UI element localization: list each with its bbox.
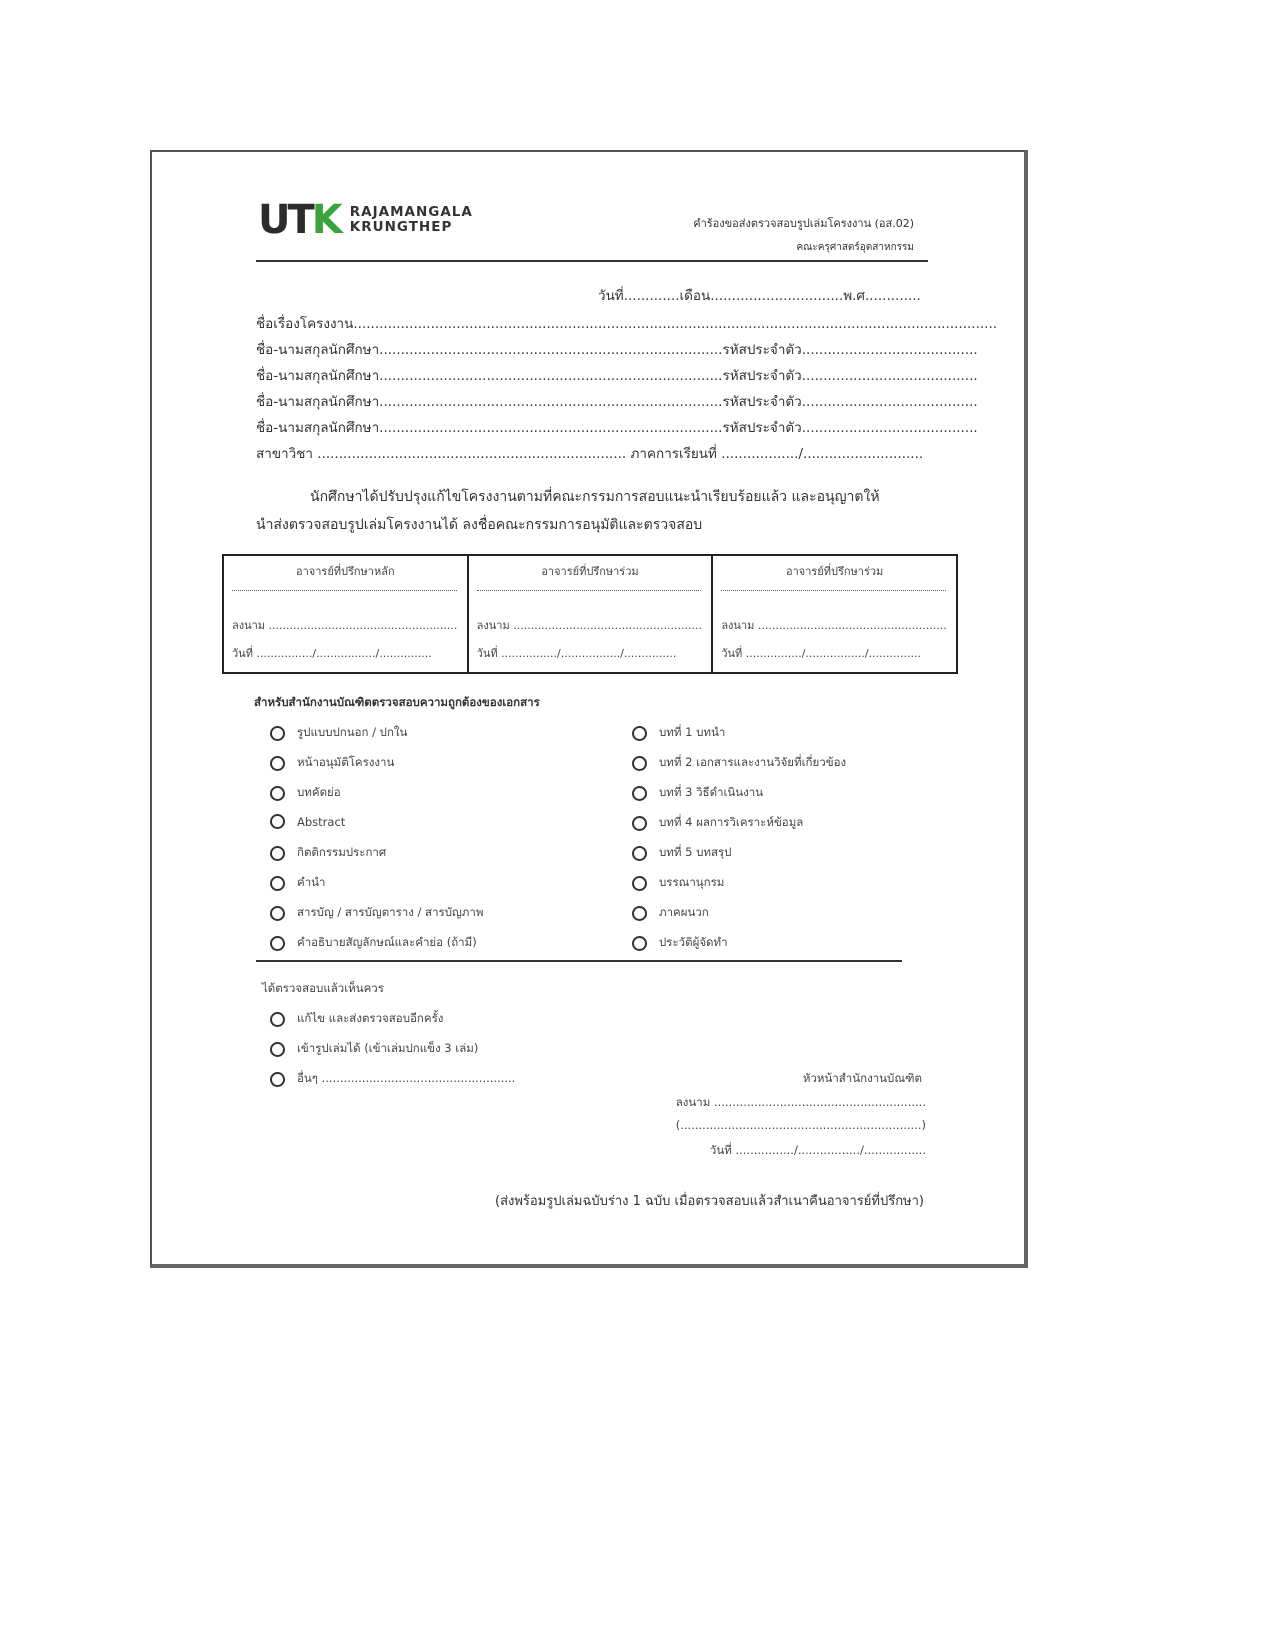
radio-circle-icon[interactable] [632, 906, 647, 921]
signature-date-field[interactable]: วันที่ ................/................./............... [476, 647, 677, 660]
radio-circle-icon[interactable] [270, 936, 285, 951]
checklist-item-label: บทที่ 3 วิธีดำเนินงาน [659, 785, 764, 799]
advisor-role: อาจารย์ที่ปรึกษาร่วม [541, 565, 639, 578]
radio-circle-icon[interactable] [270, 1072, 285, 1087]
head-office-title: หัวหน้าสำนักงานบัณฑิต [802, 1071, 922, 1085]
signature-date-field[interactable]: วันที่ ................/................./............... [232, 647, 432, 660]
logo-mark-left: UT [258, 197, 312, 243]
radio-circle-icon[interactable] [632, 936, 647, 951]
checklist-item-label: รูปแบบปกนอก / ปกใน [297, 725, 408, 739]
section-divider [256, 960, 902, 962]
logo-text-line2: KRUNGTHEP [349, 219, 453, 235]
logo-mark-right: K [311, 197, 340, 243]
checklist-title: สำหรับสำนักงานบัณฑิตตรวจสอบความถูกต้องของเอกสาร [254, 695, 540, 709]
radio-circle-icon[interactable] [270, 786, 285, 801]
checklist-item[interactable] [270, 934, 477, 952]
checklist-item-label: หน้าอนุมัติโครงงาน [297, 755, 395, 769]
checklist-item[interactable] [632, 874, 724, 892]
major-semester-field[interactable]: สาขาวิชา ........................................................................ ภาคการเรียนที่ ................../............................ [256, 446, 924, 462]
student-field[interactable]: ชื่อ-นามสกุลนักศึกษา................................................................................รหัสประจำตัว......................................... [256, 420, 978, 436]
checklist-item[interactable] [632, 784, 763, 802]
student-field[interactable]: ชื่อ-นามสกุลนักศึกษา................................................................................รหัสประจำตัว......................................... [256, 368, 978, 384]
student-field[interactable]: ชื่อ-นามสกุลนักศึกษา................................................................................รหัสประจำตัว......................................... [256, 394, 978, 410]
checklist-item-label: คำอธิบายสัญลักษณ์และคำย่อ (ถ้ามี) [297, 935, 477, 949]
checklist-item[interactable] [270, 754, 394, 772]
header-divider [256, 260, 928, 262]
radio-circle-icon[interactable] [632, 846, 647, 861]
radio-circle-icon[interactable] [270, 876, 285, 891]
radio-circle-icon[interactable] [632, 876, 647, 891]
radio-circle-icon[interactable] [270, 756, 285, 771]
review-option[interactable] [270, 1070, 515, 1088]
checklist-item[interactable] [270, 814, 345, 829]
checklist-item-label: สารบัญ / สารบัญตาราง / สารบัญภาพ [297, 905, 484, 919]
review-option-label: แก้ไข และส่งตรวจสอบอีกครั้ง [297, 1011, 444, 1025]
checklist-item-label: บรรณานุกรม [659, 875, 725, 889]
checklist-item[interactable] [632, 934, 728, 952]
review-title: ได้ตรวจสอบแล้วเห็นควร [262, 981, 384, 995]
radio-circle-icon[interactable] [632, 816, 647, 831]
checklist-item[interactable] [632, 844, 731, 862]
advisor-signature-cell [223, 555, 468, 673]
signature-field[interactable]: ลงนาม ...................................................... [476, 619, 703, 632]
logo-text-line1: RAJAMANGALA [349, 204, 473, 220]
radio-circle-icon[interactable] [270, 814, 285, 829]
head-name-field[interactable]: (..................................................................) [675, 1118, 926, 1132]
signature-line [477, 590, 702, 591]
review-option-label: อื่นๆ ..................................................... [297, 1071, 516, 1085]
university-logo [258, 197, 473, 243]
checklist-item-label: บทที่ 1 บทนำ [659, 725, 726, 739]
checklist-item-label: กิตติกรรมประกาศ [297, 845, 387, 859]
checklist-item[interactable] [632, 754, 846, 772]
radio-circle-icon[interactable] [270, 906, 285, 921]
checklist-item-label: คำนำ [297, 875, 326, 889]
head-signature-field[interactable]: ลงนาม .......................................................... [675, 1095, 926, 1109]
form-code: คำร้องขอส่งตรวจสอบรูปเล่มโครงงาน (อส.02) [693, 217, 914, 230]
checklist-item[interactable] [270, 844, 386, 862]
checklist-item[interactable] [270, 724, 407, 742]
date-field[interactable]: วันที่.............เดือน...............................พ.ศ............. [598, 288, 921, 304]
student-field[interactable]: ชื่อ-นามสกุลนักศึกษา................................................................................รหัสประจำตัว......................................... [256, 342, 978, 358]
project-title-field[interactable]: ชื่อเรื่องโครงงาน...................................................................................................................................................... [256, 316, 998, 332]
radio-circle-icon[interactable] [270, 1042, 285, 1057]
signature-field[interactable]: ลงนาม ...................................................... [232, 619, 458, 632]
checklist-item[interactable] [270, 874, 325, 892]
radio-circle-icon[interactable] [270, 846, 285, 861]
checklist-item[interactable] [270, 904, 483, 922]
checklist-item-label: ประวัติผู้จัดทำ [659, 935, 728, 949]
review-option[interactable] [270, 1010, 443, 1028]
logo-text [350, 205, 473, 235]
approval-text-line2: นำส่งตรวจสอบรูปเล่มโครงงานได้ ลงชื่อคณะกรรมการอนุมัติและตรวจสอบ [256, 517, 703, 533]
radio-circle-icon[interactable] [632, 726, 647, 741]
signature-field[interactable]: ลงนาม ...................................................... [721, 619, 947, 632]
checklist-item-label: บทที่ 4 ผลการวิเคราะห์ข้อมูล [659, 815, 804, 829]
signature-line [721, 590, 946, 591]
radio-circle-icon[interactable] [270, 1012, 285, 1027]
signature-line [232, 590, 457, 591]
review-option-label: เข้ารูปเล่มได้ (เข้าเล่มปกแข็ง 3 เล่ม) [297, 1041, 479, 1055]
checklist-item[interactable] [632, 724, 725, 742]
checklist-item-label: ภาคผนวก [659, 905, 709, 919]
advisor-role: อาจารย์ที่ปรึกษาหลัก [296, 565, 395, 578]
radio-circle-icon[interactable] [632, 756, 647, 771]
advisor-signature-table [222, 554, 958, 674]
checklist-item[interactable] [270, 784, 341, 802]
checklist-item-label: บทที่ 2 เอกสารและงานวิจัยที่เกี่ยวข้อง [659, 755, 847, 769]
faculty-name: คณะครุศาสตร์อุตสาหกรรม [796, 242, 914, 253]
checklist-item-label: Abstract [297, 814, 346, 829]
checklist-item-label: บทที่ 5 บทสรุป [659, 845, 732, 859]
approval-text-line1: นักศึกษาได้ปรับปรุงแก้ไขโครงงานตามที่คณะกรรมการสอบแนะนำเรียบร้อยแล้ว และอนุญาตให้ [310, 489, 880, 505]
head-date-field[interactable]: วันที่ ................/................./................. [709, 1143, 926, 1157]
form-sheet [150, 150, 1028, 1268]
review-option[interactable] [270, 1040, 478, 1058]
checklist-item-label: บทคัดย่อ [297, 785, 341, 799]
logo-mark [258, 197, 340, 243]
footer-note: (ส่งพร้อมรูปเล่มฉบับร่าง 1 ฉบับ เมื่อตรวจสอบแล้วสำเนาคืนอาจารย์ที่ปรึกษา) [495, 1194, 924, 1209]
advisor-signature-cell [468, 555, 713, 673]
checklist-item[interactable] [632, 814, 803, 832]
advisor-signature-cell [712, 555, 957, 673]
signature-date-field[interactable]: วันที่ ................/................./............... [721, 647, 922, 660]
radio-circle-icon[interactable] [632, 786, 647, 801]
advisor-role: อาจารย์ที่ปรึกษาร่วม [785, 565, 884, 578]
radio-circle-icon[interactable] [270, 726, 285, 741]
checklist-item[interactable] [632, 904, 709, 922]
